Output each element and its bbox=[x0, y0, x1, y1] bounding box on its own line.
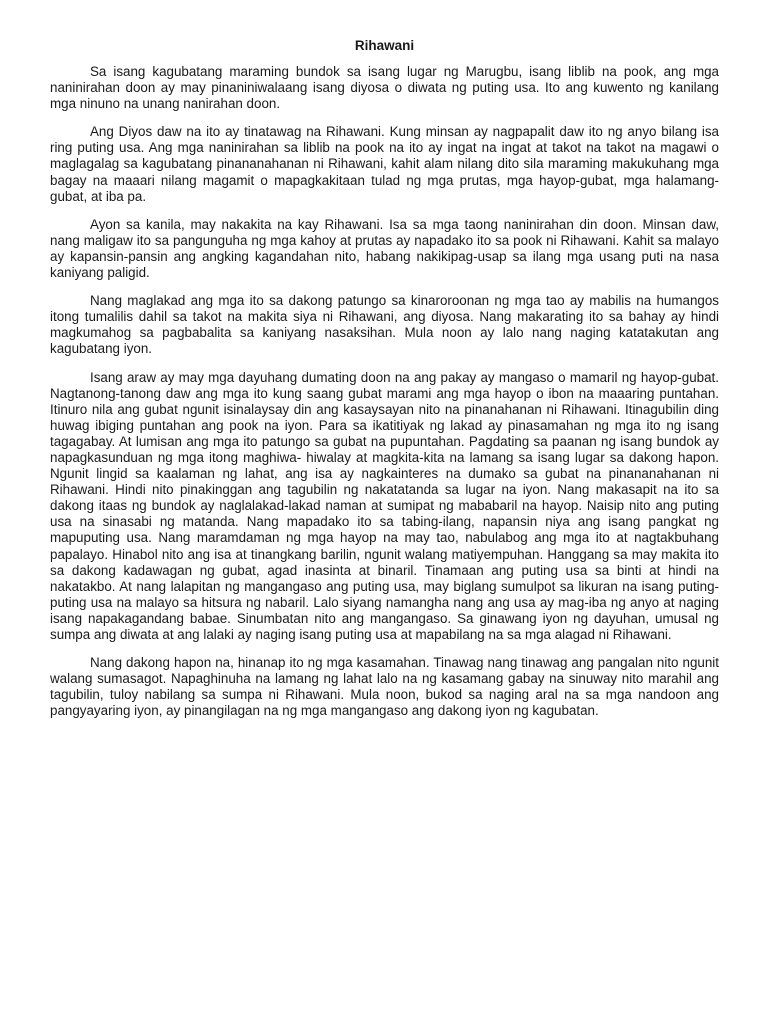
paragraph: Isang araw ay may mga dayuhang dumating doon na ang pakay ay mangaso o mamaril ng hayop-gubat. Nagtanong-tanong daw ang mga ito kung saang gubat marami ang mga hayop o ibon na maaaring puntahan. Itinuro nila ang gubat ngunit isinalaysay din ang kasaysayan nito na pinanahanan ni Rihawani. Itinagubilin ding huwag ibiging puntahan ang pook na iyon. Para sa ikatitiyak ng lakad ay pinasamahan ng mga ito ng isang tagagabay. At lumisan ang mga ito patungo sa gubat na pupuntahan. Pagdating sa paanan ng isang bundok ay napagkasunduan ng mga itong maghiwa- hiwalay at magkita-kita na lamang sa isang lugar sa dakong hapon. Ngunit lingid sa kaalaman ng lahat, ang isa ay nagkainteres na dumako sa gubat na pinananahanan ni Rihawani. Hindi nito pinakinggan ang tagubilin ng nakatatanda sa lugar na iyon. Nang makasapit na ito sa dakong itaas ng bundok ay naglalakad-lakad naman at sumipat ng mababaril na hayop. Naisip nito ang puting usa na sinasabi ng matanda. Nang mapadako ito sa tabing-ilang, napansin niya ang isang pangkat ng mapuputing usa. Nang maramdaman ng mga hayop na may tao, nabulabog ang mga ito at nagtakbuhang papalayo. Hinabol nito ang isa at tinangkang barilin, ngunit walang matiyempuhan. Hanggang sa may makita ito sa dakong kadawagan ng gubat, agad inasinta at binaril. Tinamaan ang puting usa sa binti at hindi na nakatakbo. At nang lalapitan ng mangangaso ang puting usa, may biglang sumulpot sa likuran na isang puting-puting usa na malayo sa hitsura ng nabaril. Lalo siyang namangha nang ang usa ay mag-iba ng anyo at naging isang napakagandang babae. Sinumbatan nito ang mangangaso. Sa ginawang iyon ng dayuhan, umusal ng sumpa ang diwata at ang lalaki ay naging isang puting usa at mapabilang na sa mga alagad ni Rihawani. bbox=[50, 369, 719, 642]
paragraph: Nang maglakad ang mga ito sa dakong patungo sa kinaroroonan ng mga tao ay mabilis na humangos itong tumalilis dahil sa takot na makita siya ni Rihawani, ang diyosa. Nang makarating ito sa bahay ay hindi magkumahog sa pagbabalita sa kaniyang nasaksihan. Mula noon ay lalo nang naging katatakutan ang kagubatang iyon. bbox=[50, 293, 719, 357]
paragraph: Sa isang kagubatang maraming bundok sa isang lugar ng Marugbu, isang liblib na pook, ang mga naninirahan doon ay may pinaniniwalaang isang diyosa o diwata ng puting usa. Ito ang kuwento ng kanilang mga ninuno na unang nanirahan doon. bbox=[50, 64, 719, 112]
paragraph: Ayon sa kanila, may nakakita na kay Rihawani. Isa sa mga taong naninirahan din doon. Minsan daw, nang maligaw ito sa pangunguha ng mga kahoy at prutas ay napadako ito sa pook ni Rihawani. Kahit sa malayo ay kapansin-pansin ang angking kagandahan nito, habang nakikipag-usap sa ilang mga usang puti na nasa kaniyang paligid. bbox=[50, 216, 719, 281]
document-title: Rihawani bbox=[354, 38, 415, 53]
paragraph: Nang dakong hapon na, hinanap ito ng mga kasamahan. Tinawag nang tinawag ang pangalan nito ngunit walang sumasagot. Napaghinuha na lamang ng lahat lalo na ng kasamang gabay na sinuway nito marahil ang tagubilin, tuloy nabilang sa sumpa ni Rihawani. Mula noon, bukod sa naging aral na sa mga nandoon ang pangyayaring iyon, ay pinangilagan na ng mga mangangaso ang dakong iyon ng kagubatan. bbox=[50, 655, 719, 719]
paragraph: Ang Diyos daw na ito ay tinatawag na Rihawani. Kung minsan ay nagpapalit daw ito ng anyo bilang isa ring puting usa. Ang mga naninirahan sa liblib na pook na ito ay ingat na ingat at takot na takot na magawi o maglagalag sa kagubatang pinananahanan ni Rihawani, kahit alam nilang dito sila maraming makukuhang mga bagay na maaari nilang magamit o mapagkakitaan tulad ng mga prutas, mga hayop-gubat, mga halamang- gubat, at iba pa. bbox=[50, 124, 719, 204]
